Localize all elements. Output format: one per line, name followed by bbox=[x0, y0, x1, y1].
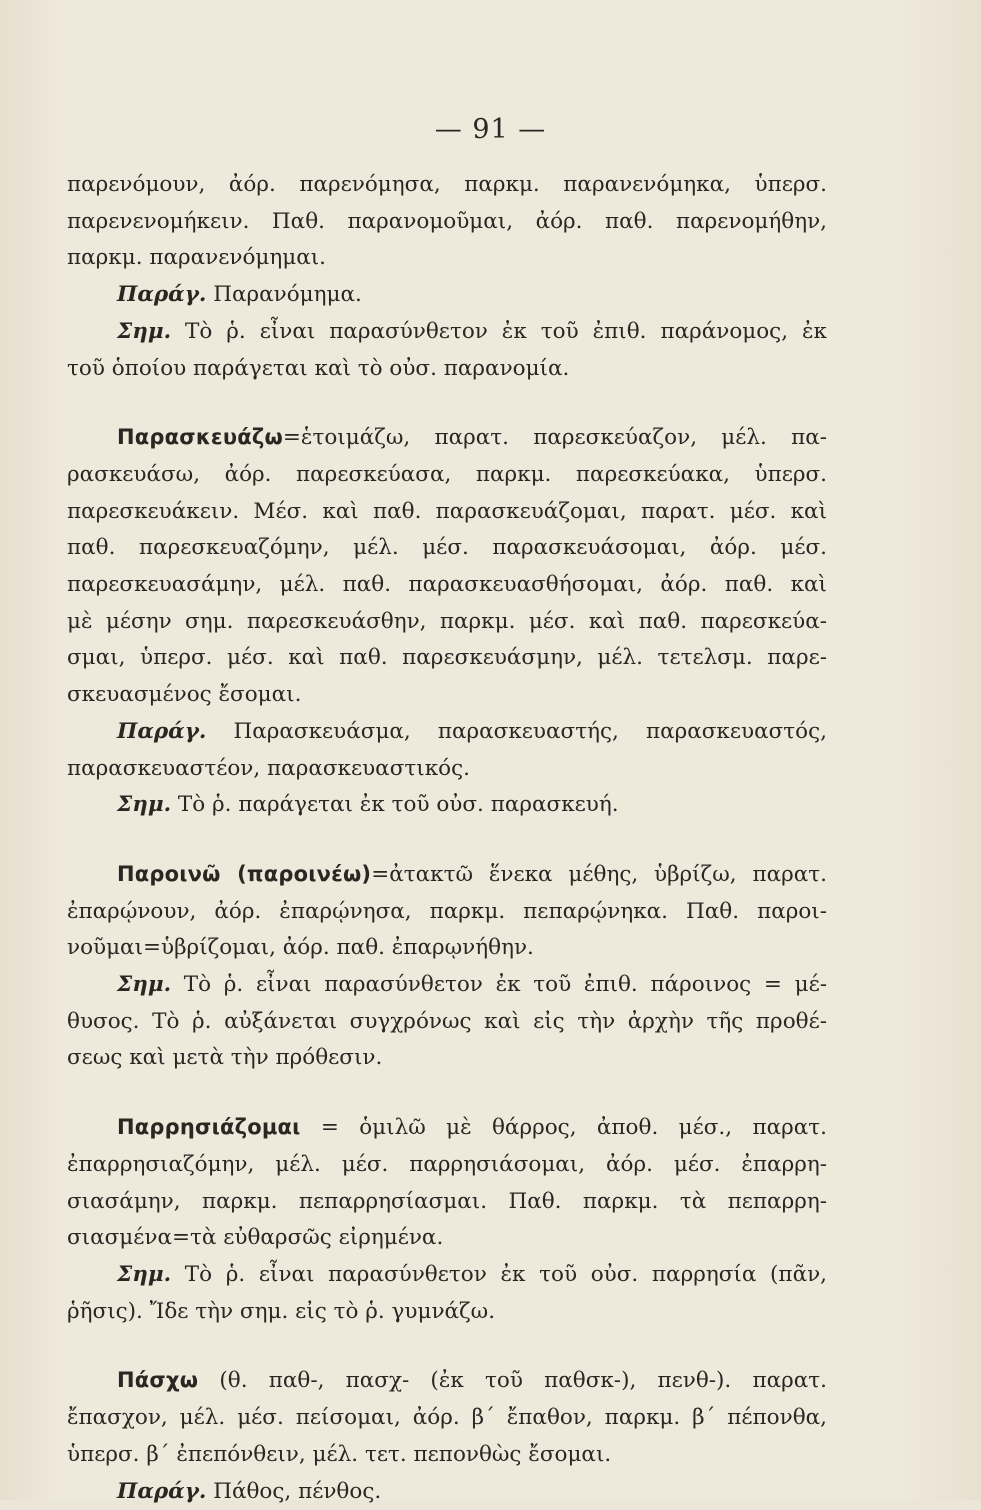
section-label: Σημ. bbox=[117, 1262, 171, 1287]
line-text: παρενενομήκειν. Παθ. παρανομοῦμαι, ἀόρ. παθ. παρενομήθην, bbox=[67, 209, 827, 234]
line-text: σιασάμην, παρκμ. πεπαρρησίασμαι. Παθ. παρκμ. τὰ πεπαρρη- bbox=[67, 1189, 827, 1214]
section-label: Παράγ. bbox=[117, 282, 206, 307]
line-text: Τὸ ῥ. εἶναι παρασύνθετον ἐκ τοῦ ἐπιθ. παράνομος, ἐκ bbox=[171, 319, 827, 344]
line-text: Τὸ ῥ. εἶναι παρασύνθετον ἐκ τοῦ ἐπιθ. πάροινος = μέ- bbox=[171, 972, 827, 997]
line-text: παρεσκευάκειν. Μέσ. καὶ παθ. παρασκευάζομαι, παρατ. μέσ. καὶ bbox=[67, 499, 827, 524]
section-label: Παράγ. bbox=[117, 1479, 206, 1504]
line-text: Τὸ ῥ. παράγεται ἐκ τοῦ οὐσ. παρασκευή. bbox=[171, 792, 619, 817]
entry-gap bbox=[67, 387, 827, 419]
text-line bbox=[67, 714, 827, 751]
section-label: Σημ. bbox=[117, 792, 171, 817]
page-number: — 91 — bbox=[0, 114, 981, 145]
line-text: ἐπαρρησιαζόμην, μέλ. μέσ. παρρησιάσομαι, ἀόρ. μέσ. ἐπαρρη- bbox=[67, 1152, 827, 1177]
text-line bbox=[67, 930, 827, 967]
text-line bbox=[67, 240, 827, 277]
text-line bbox=[67, 1184, 827, 1221]
text-line bbox=[67, 1040, 827, 1077]
text-line bbox=[67, 1400, 827, 1437]
text-line bbox=[67, 604, 827, 641]
entry-paranomo bbox=[67, 167, 827, 387]
headword: Παρρησιάζομαι bbox=[117, 1115, 300, 1139]
text-line bbox=[67, 351, 827, 388]
line-text: παρεσκευασάμην, μέλ. παθ. παρασκευασθήσομαι, ἀόρ. παθ. καὶ bbox=[67, 572, 827, 597]
line-text: σμαι, ὑπερσ. μέσ. καὶ παθ. παρεσκευάσμην, μέλ. τετελσμ. παρε- bbox=[67, 645, 827, 670]
entry-gap bbox=[67, 1077, 827, 1109]
line-text: σιασμένα=τὰ εὐθαρσῶς εἰρημένα. bbox=[67, 1225, 443, 1250]
line-text: παρκμ. παρανενόμημαι. bbox=[67, 245, 326, 270]
line-text: =ἀτακτῶ ἕνεκα μέθης, ὑβρίζω, παρατ. bbox=[371, 862, 827, 887]
section-label: Σημ. bbox=[117, 972, 171, 997]
text-line bbox=[67, 677, 827, 714]
text-line bbox=[67, 894, 827, 931]
line-text: Πάθος, πένθος. bbox=[206, 1479, 381, 1504]
text-line bbox=[67, 967, 827, 1004]
line-text: ἔπασχον, μέλ. μέσ. πείσομαι, ἀόρ. β΄ ἔπαθον, παρκμ. β΄ πέπονθα, bbox=[67, 1405, 827, 1430]
section-label: Σημ. bbox=[117, 319, 171, 344]
text-line bbox=[67, 1474, 827, 1510]
text-line bbox=[67, 494, 827, 531]
headword: Παρασκευάζω bbox=[117, 425, 283, 449]
text-line bbox=[67, 419, 827, 457]
text-line bbox=[67, 277, 827, 314]
line-text: παρενόμουν, ἀόρ. παρενόμησα, παρκμ. παρανενόμηκα, ὑπερσ. bbox=[67, 172, 827, 197]
entry-paraskeuazo bbox=[67, 419, 827, 824]
line-text: παρασκευαστέον, παρασκευαστικός. bbox=[67, 756, 470, 781]
line-text: ρασκευάσω, ἀόρ. παρεσκεύασα, παρκμ. παρεσκεύακα, ὑπερσ. bbox=[67, 462, 827, 487]
text-line bbox=[67, 204, 827, 241]
text-line bbox=[67, 1004, 827, 1041]
headword: Πάσχω bbox=[117, 1368, 198, 1392]
line-text: σεως καὶ μετὰ τὴν πρόθεσιν. bbox=[67, 1045, 382, 1070]
text-line bbox=[67, 167, 827, 204]
line-text: θυσος. Τὸ ῥ. αὐξάνεται συγχρόνως καὶ εἰς τὴν ἀρχὴν τῆς προθέ- bbox=[67, 1009, 827, 1034]
line-text: = ὁμιλῶ μὲ θάρρος, ἀποθ. μέσ., παρατ. bbox=[300, 1115, 827, 1140]
text-line bbox=[67, 567, 827, 604]
text-line bbox=[67, 1437, 827, 1474]
text-line bbox=[67, 314, 827, 351]
line-text: νοῦμαι=ὑβρίζομαι, ἀόρ. παθ. ἐπαρῳνήθην. bbox=[67, 935, 534, 960]
line-text: ὑπερσ. β΄ ἐπεπόνθειν, μέλ. τετ. πεπονθὼς ἔσομαι. bbox=[67, 1442, 611, 1467]
line-text: σκευασμένος ἔσομαι. bbox=[67, 682, 301, 707]
line-text: Τὸ ῥ. εἶναι παρασύνθετον ἐκ τοῦ οὐσ. παρρησία (πᾶν, bbox=[171, 1262, 827, 1287]
entry-gap bbox=[67, 1330, 827, 1362]
line-text: τοῦ ὁποίου παράγεται καὶ τὸ οὐσ. παρανομία. bbox=[67, 356, 569, 381]
dictionary-text bbox=[67, 167, 827, 1510]
text-line bbox=[67, 751, 827, 788]
entry-parrisiazomai bbox=[67, 1109, 827, 1330]
text-line bbox=[67, 1257, 827, 1294]
text-line bbox=[67, 1109, 827, 1147]
entry-pascho bbox=[67, 1362, 827, 1510]
text-line bbox=[67, 640, 827, 677]
section-label: Παράγ. bbox=[117, 719, 206, 744]
line-text: ἐπαρῴνουν, ἀόρ. ἐπαρῴνησα, παρκμ. πεπαρῴνηκα. Παθ. παροι- bbox=[67, 899, 827, 924]
line-text: παθ. παρεσκευαζόμην, μέλ. μέσ. παρασκευάσομαι, ἀόρ. μέσ. bbox=[67, 535, 827, 560]
text-line bbox=[67, 457, 827, 494]
text-line bbox=[67, 787, 827, 824]
text-line bbox=[67, 856, 827, 894]
text-line bbox=[67, 1294, 827, 1331]
entry-gap bbox=[67, 824, 827, 856]
line-text: Παρασκευάσμα, παρασκευαστής, παρασκευαστός, bbox=[206, 719, 827, 744]
text-line bbox=[67, 1362, 827, 1400]
line-text: =ἑτοιμάζω, παρατ. παρεσκεύαζον, μέλ. πα- bbox=[283, 425, 827, 450]
text-line bbox=[67, 1220, 827, 1257]
entry-paroino bbox=[67, 856, 827, 1077]
line-text: Παρανόμημα. bbox=[206, 282, 361, 307]
line-text: μὲ μέσην σημ. παρεσκευάσθην, παρκμ. μέσ. καὶ παθ. παρεσκεύα- bbox=[67, 609, 827, 634]
headword: Παροινῶ (παροινέω) bbox=[117, 862, 371, 886]
text-line bbox=[67, 530, 827, 567]
text-line bbox=[67, 1147, 827, 1184]
line-text: (θ. παθ-, πασχ- (ἐκ τοῦ παθσκ-), πενθ-). παρατ. bbox=[198, 1368, 827, 1393]
line-text: ῥῆσις). Ἴδε τὴν σημ. εἰς τὸ ῥ. γυμνάζω. bbox=[67, 1299, 495, 1324]
